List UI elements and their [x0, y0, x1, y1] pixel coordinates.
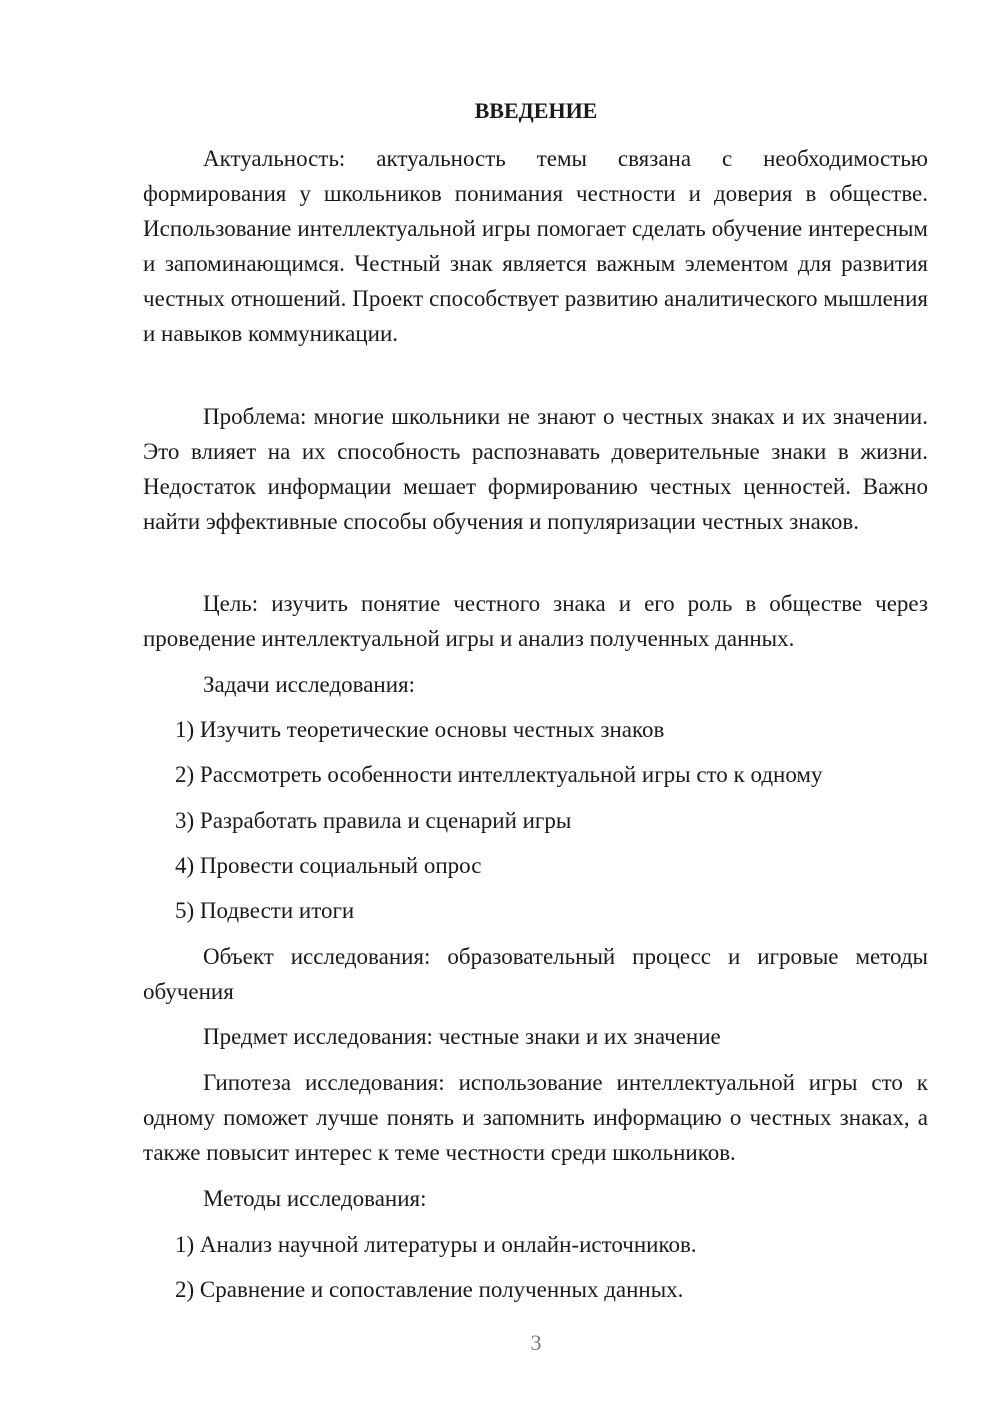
methods-heading-text: Методы исследования:: [203, 1186, 427, 1211]
task-item-5: 5) Подвести итоги: [175, 898, 355, 923]
method-item: [143, 1272, 928, 1307]
goal-paragraph: [143, 586, 928, 656]
task-item-2: 2) Рассмотреть особенности интеллектуальной игры сто к одному: [175, 762, 823, 787]
subject-paragraph: [143, 1019, 928, 1054]
task-item: [143, 893, 928, 928]
page-number: 3: [530, 1330, 542, 1355]
hypothesis-paragraph: [143, 1065, 928, 1170]
tasks-heading: [143, 667, 928, 702]
method-item: [143, 1227, 928, 1262]
methods-heading: [143, 1181, 928, 1216]
problem-text: Проблема: многие школьники не знают о честных знаках и их значении. Это влияет на их способность распознавать доверительные знаки в жизни. Недостаток информации мешает формированию честных ценностей. Важно найти эффективные способы обучения и популяризации честных знаков.: [143, 404, 928, 534]
relevance-text: Актуальность: актуальность темы связана с необходимостью формирования у школьников понимания честности и доверия в обществе. Использование интеллектуальной игры помогает сделать обучение интересным и запоминающимся. Честный знак является важным элементом для развития честных отношений. Проект способствует развитию аналитического мышления и навыков коммуникации.: [143, 146, 928, 346]
task-item-1: 1) Изучить теоретические основы честных знаков: [175, 717, 665, 742]
task-item-3: 3) Разработать правила и сценарий игры: [175, 808, 572, 833]
object-paragraph: [143, 939, 928, 1009]
task-item: [143, 848, 928, 883]
task-item: [143, 803, 928, 838]
method-item-2: 2) Сравнение и сопоставление полученных данных.: [175, 1277, 684, 1302]
task-item: [143, 757, 928, 792]
task-item: [143, 712, 928, 747]
hypothesis-text: Гипотеза исследования: использование интеллектуальной игры сто к одному поможет лучше понять и запомнить информацию о честных знаках, а также повысит интерес к теме честности среди школьников.: [143, 1070, 928, 1165]
relevance-paragraph: [143, 141, 928, 351]
subject-text: Предмет исследования: честные знаки и их значение: [203, 1024, 721, 1049]
method-item-1: 1) Анализ научной литературы и онлайн-источников.: [175, 1232, 697, 1257]
goal-text: Цель: изучить понятие честного знака и его роль в обществе через проведение интеллектуальной игры и анализ полученных данных.: [143, 591, 928, 651]
object-text: Объект исследования: образовательный процесс и игровые методы обучения: [143, 944, 928, 1004]
tasks-heading-text: Задачи исследования:: [203, 672, 416, 697]
page-title: ВВЕДЕНИЕ: [474, 98, 598, 123]
problem-paragraph: [143, 399, 928, 539]
task-item-4: 4) Провести социальный опрос: [175, 853, 482, 878]
